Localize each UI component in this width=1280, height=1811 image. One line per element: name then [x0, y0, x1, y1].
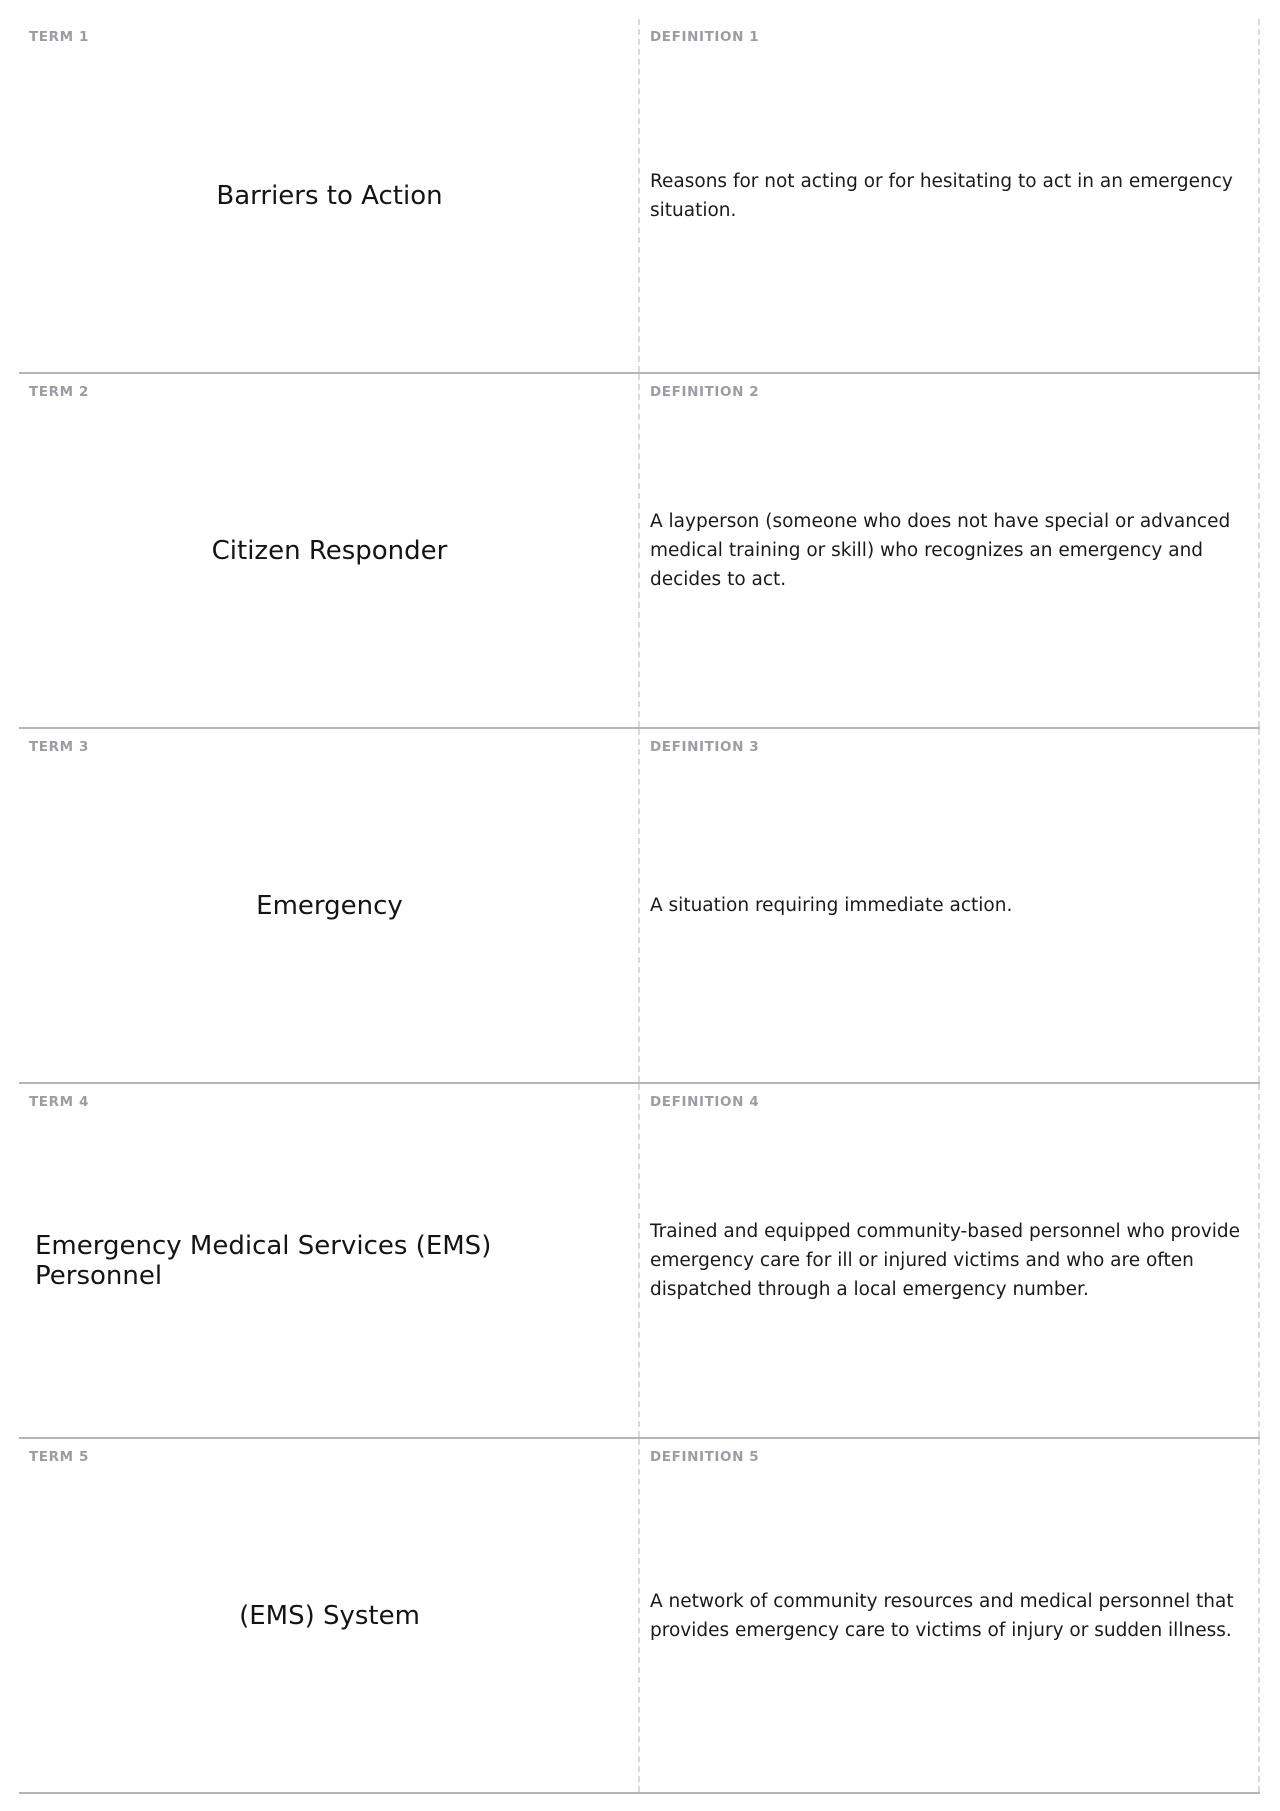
definition-cell	[640, 1439, 1260, 1792]
flashcard-row-5	[19, 1439, 1260, 1794]
definition-text: A situation requiring immediate action.	[650, 895, 1013, 916]
flashcard-row-2	[19, 374, 1260, 729]
definition-label: DEFINITION 5	[650, 1449, 760, 1465]
term-label: TERM 5	[29, 1449, 89, 1465]
definition-text: Trained and equipped community-based personnel who provide emergency care for ill or injured victims and who are often dispatched through a local emergency number.	[650, 1221, 1241, 1300]
flashcard-row-1	[19, 19, 1260, 374]
definition-cell	[640, 1084, 1260, 1437]
term-text: Citizen Responder	[211, 535, 448, 566]
definition-label: DEFINITION 2	[650, 384, 760, 400]
definition-text: A network of community resources and medical personnel that provides emergency care to victims of injury or sudden illness.	[650, 1590, 1234, 1641]
term-label: TERM 1	[29, 29, 89, 45]
flashcard-row-3	[19, 729, 1260, 1084]
term-cell	[19, 374, 640, 727]
term-label: TERM 3	[29, 739, 89, 755]
definition-cell	[640, 729, 1260, 1082]
term-text: (EMS) System	[239, 1600, 420, 1631]
definition-cell	[640, 374, 1260, 727]
term-label: TERM 4	[29, 1094, 89, 1110]
flashcard-row-4	[19, 1084, 1260, 1439]
term-label: TERM 2	[29, 384, 89, 400]
definition-label: DEFINITION 4	[650, 1094, 760, 1110]
term-cell	[19, 1439, 640, 1792]
term-cell	[19, 729, 640, 1082]
definition-text: Reasons for not acting or for hesitating to act in an emergency situation.	[650, 170, 1233, 221]
term-text: Barriers to Action	[216, 180, 443, 211]
term-cell	[19, 19, 640, 372]
term-text: Emergency	[256, 890, 403, 921]
term-text: Emergency Medical Services (EMS) Personnel	[35, 1230, 492, 1291]
definition-text: A layperson (someone who does not have special or advanced medical training or skill) who recognizes an emergency and decides to act.	[650, 511, 1231, 590]
definition-label: DEFINITION 1	[650, 29, 760, 45]
term-cell	[19, 1084, 640, 1437]
definition-label: DEFINITION 3	[650, 739, 760, 755]
flashcard-sheet	[19, 19, 1260, 1794]
definition-cell	[640, 19, 1260, 372]
